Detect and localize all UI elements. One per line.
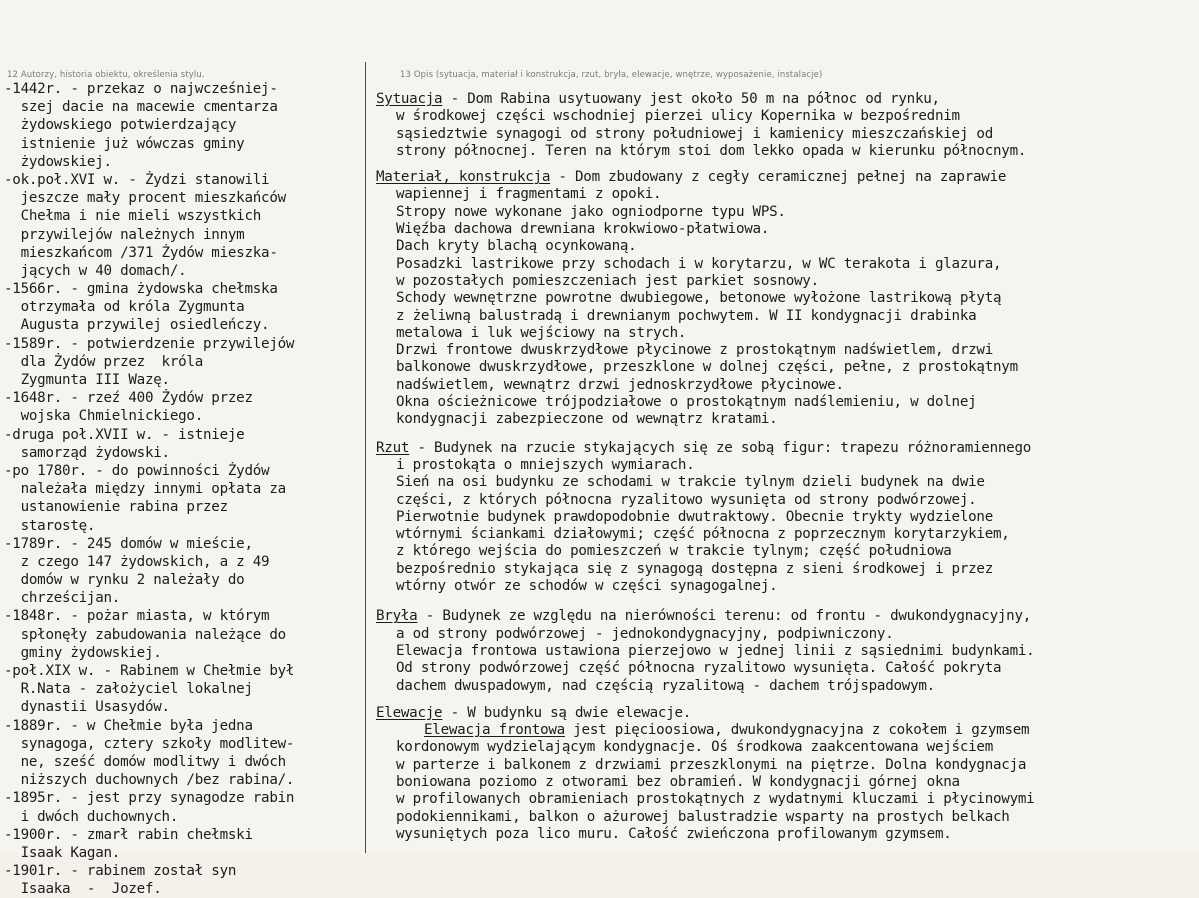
section-sytuacja xyxy=(376,91,1191,160)
history-line: dynastii Usasydów. xyxy=(4,699,170,716)
history-line: z czego 147 żydowskich, a z 49 xyxy=(4,553,270,570)
history-line: -1442r. - przekaz o najwcześniej- xyxy=(4,81,278,97)
rzut-text-line: Sień na osi budynku ze schodami w trakcie tylnym dzieli budynek na dwie xyxy=(396,474,985,491)
sytuacja-text-line: sąsiedztwie synagogi od strony południowej i kamienicy mieszczańskiej od xyxy=(396,125,993,142)
material-text-line: Stropy nowe wykonane jako ogniodporne typu WPS. xyxy=(396,203,786,220)
heading-sytuacja: Sytuacja xyxy=(376,91,443,107)
history-line: istnienie już wówczas gminy xyxy=(4,135,245,152)
history-line: -1889r. - w Chełmie była jedna xyxy=(4,717,253,734)
elewacje-text-line: podokiennikami, balkon o ażurowej balustradzie wsparty na prostych belkach xyxy=(396,808,1010,825)
history-line: -poł.XIX w. - Rabinem w Chełmie był xyxy=(4,663,295,679)
sytuacja-text-line: w środkowej części wschodniej pierzei ulicy Kopernika w bezpośrednim xyxy=(396,108,960,125)
material-text-line: nadświetlem, wewnątrz drzwi jednoskrzydłowe płycinowe. xyxy=(396,376,844,393)
heading-elewacje: Elewacje xyxy=(376,704,443,721)
rzut-text-line: bezpośrednio stykająca się z synagogą dostępna z sieni środkowej i przez xyxy=(396,560,993,577)
sytuacja-text-line: strony północnej. Teren na którym stoi dom lekko opada w kierunku północnym. xyxy=(396,142,1027,159)
history-line: -po 1780r. - do powinności Żydów xyxy=(4,462,270,479)
material-first-line: - Dom zbudowany z cegły ceramicznej pełnej na zaprawie xyxy=(550,169,1007,186)
material-text-line: Drzwi frontowe dwuskrzydłowe płycinowe z prostokątnym nadświetlem, drzwi xyxy=(396,342,993,359)
history-line: ustanowienie rabina przez xyxy=(4,499,228,516)
history-line: gminy żydowskiej. xyxy=(4,644,162,661)
history-line: domów w rynku 2 należały do xyxy=(4,572,245,589)
rzut-first-line: - Budynek na rzucie stykających się ze sobą figur: trapezu różnoramiennego xyxy=(409,439,1032,456)
rzut-text-line: Pierwotnie budynek prawdopodobnie dwutraktowy. Obecnie trykty wydzielone xyxy=(396,508,993,525)
elewacje-text-line: kordonowym wydzielającym kondygnacje. Oś środkowa zaakcentowana wejściem xyxy=(396,739,993,756)
history-line: chrześcijan. xyxy=(4,590,121,607)
column-divider xyxy=(365,62,366,853)
elewacja-frontowa-first-line: jest pięcioosiowa, dwukondygnacyjna z cokołem i gzymsem xyxy=(564,722,1030,739)
history-line: -1895r. - jest przy synagodze rabin xyxy=(4,790,295,807)
history-line: wojska Chmielnickiego. xyxy=(4,408,203,425)
history-line: -1589r. - potwierdzenie przywilejów xyxy=(4,335,295,352)
history-line: spłonęły zabudowania należące do xyxy=(4,626,286,643)
bryla-text-line: dachem dwuspadowym, nad częścią ryzalitową - dachem trójspadowym. xyxy=(396,677,935,694)
history-line: żydowskiego potwierdzający xyxy=(4,117,237,134)
history-line: Zygmunta III Wazę. xyxy=(4,372,170,388)
rzut-text-line: z którego wejścia do pomieszczeń w trakcie tylnym; część południowa xyxy=(396,543,952,560)
elewacje-text-line: wysuniętych poza lico muru. Całość zwieńczona profilowanym gzymsem. xyxy=(396,825,952,842)
history-line: żydowskiej. xyxy=(4,153,112,170)
heading-bryla: Bryła xyxy=(376,608,418,625)
material-text-line: wapiennej i fragmentami z opoki. xyxy=(396,186,662,203)
material-text-line: metalowa i luk wejściowy na strych. xyxy=(396,324,687,341)
history-line: -1900r. - zmarł rabin chełmski xyxy=(4,826,253,843)
section-rzut xyxy=(376,440,1191,596)
material-text-line: balkonowe dwuskrzydłowe, przeszklone w dolnej części, pełne, z prostokątnym xyxy=(396,359,1018,376)
material-text-line: Więźba dachowa drewniana krokwiowo-płatwiowa. xyxy=(396,221,770,238)
bryla-text-line: Od strony podwórzowej część północna ryzalitowo wysunięta. Całość pokryta xyxy=(396,660,1002,677)
history-line: przywilejów należnych innym xyxy=(4,226,245,243)
history-line: samorząd żydowski. xyxy=(4,444,170,461)
history-line: niższych duchownych /bez rabina/. xyxy=(4,772,295,789)
history-line: mieszkańcom /371 Żydów mieszka- xyxy=(4,244,278,261)
bryla-first-line: - Budynek ze względu na nierówności terenu: od frontu - dwukondygnacyjny, xyxy=(417,608,1032,625)
subheading-elewacja-frontowa: Elewacja frontowa xyxy=(424,722,565,739)
history-line: dla Żydów przez króla xyxy=(4,353,203,370)
rzut-text-line: wtórnymi ściankami działowymi; część północna z poprzecznym korytarzykiem, xyxy=(396,526,1010,543)
history-line: -ok.poł.XVI w. - Żydzi stanowili xyxy=(4,171,270,188)
history-line: Augusta przywilej osiedleńczy. xyxy=(4,317,270,334)
section-bryla xyxy=(376,608,1191,694)
history-line: synagoga, cztery szkoły modlitew- xyxy=(4,735,295,752)
rzut-text-line: wtórny otwór ze schodów w części synagogalnej. xyxy=(396,578,778,595)
rzut-text-line: części, z których północna ryzalitowo wysunięta od strony podwórzowej. xyxy=(396,491,977,508)
elewacje-text-line: w parterze i balkonem z drzwiami przeszklonymi na piętrze. Dolna kondygnacja xyxy=(396,756,1027,773)
heading-rzut: Rzut xyxy=(376,439,410,456)
history-line: -1789r. - 245 domów w mieście, xyxy=(4,535,253,552)
section-13-header: 13 Opis (sytuacja, materiał i konstrukcja, rzut, bryła, elewacje, wnętrze, wyposażenie, instalacje) xyxy=(400,70,823,80)
section-material xyxy=(376,169,1191,428)
material-text-line: Schody wewnętrzne powrotne dwubiegowe, betonowe wyłożone lastrikową płytą xyxy=(396,290,1002,307)
history-line: R.Nata - założyciel lokalnej xyxy=(4,681,253,698)
heading-material: Materiał, konstrukcja xyxy=(376,169,551,186)
material-text-line: Okna ościeżnicowe trójpodziałowe o prostokątnym nadślemieniu, w dolnej xyxy=(396,394,977,411)
material-text-line: Dach kryty blachą ocynkowaną. xyxy=(396,238,637,255)
history-line: szej dacie na macewie cmentarza xyxy=(4,99,278,116)
history-line: Isaaka - Jozef. xyxy=(4,881,162,898)
section-elewacje xyxy=(376,705,1191,843)
history-column xyxy=(4,80,362,898)
history-line: -1848r. - pożar miasta, w którym xyxy=(4,608,270,625)
elewacje-first-line: - W budynku są dwie elewacje. xyxy=(442,704,692,721)
material-text-line: z żeliwną balustradą i drewnianym pochwytem. W II kondygnacji drabinka xyxy=(396,307,977,324)
history-line: Chełma i nie mieli wszystkich xyxy=(4,208,262,225)
section-12-header: 12 Autorzy, historia obiektu, określenia stylu. xyxy=(7,70,205,80)
rzut-text-line: i prostokąta o mniejszych wymiarach. xyxy=(396,456,695,473)
history-line: Isaak Kagan. xyxy=(4,844,121,861)
bryla-text-line: Elewacja frontowa ustawiona pierzejowo w jednej linii z sąsiednimi budynkami. xyxy=(396,642,1035,659)
history-line: -1648r. - rzeź 400 Żydów przez xyxy=(4,390,253,407)
history-line: -druga poł.XVII w. - istnieje xyxy=(4,426,245,443)
history-line: -1566r. - gmina żydowska chełmska xyxy=(4,281,278,298)
history-line: starostę. xyxy=(4,517,96,534)
material-text-line: w pozostałych pomieszczeniach jest parkiet sosnowy. xyxy=(396,272,819,289)
description-column xyxy=(376,91,1191,852)
bryla-text-line: a od strony podwórzowej - jednokondygnacyjny, podpiwniczony. xyxy=(396,625,894,642)
history-line: ne, sześć domów modlitwy i dwóch xyxy=(4,753,286,770)
material-text-line: Posadzki lastrikowe przy schodach i w korytarzu, w WC terakota i glazura, xyxy=(396,255,1002,272)
elewacje-text-line: w profilowanych obramieniach prostokątnych z wydatnymi kluczami i płycinowymi xyxy=(396,791,1035,808)
history-line: i dwóch duchownych. xyxy=(4,808,179,825)
elewacje-text-line: boniowana poziomo z otworami bez obramień. W kondygnacji górnej okna xyxy=(396,773,960,790)
material-text-line: kondygnacji zabezpieczone od wewnątrz kratami. xyxy=(396,411,778,428)
history-line: należała między innymi opłata za xyxy=(4,481,286,498)
sytuacja-first-line: - Dom Rabina usytuowany jest około 50 m na północ od rynku, xyxy=(442,91,940,107)
history-line: otrzymała od króla Zygmunta xyxy=(4,299,245,316)
history-line: jących w 40 domach/. xyxy=(4,262,187,279)
history-line: jeszcze mały procent mieszkańców xyxy=(4,190,286,207)
history-line: -1901r. - rabinem został syn xyxy=(4,863,237,880)
